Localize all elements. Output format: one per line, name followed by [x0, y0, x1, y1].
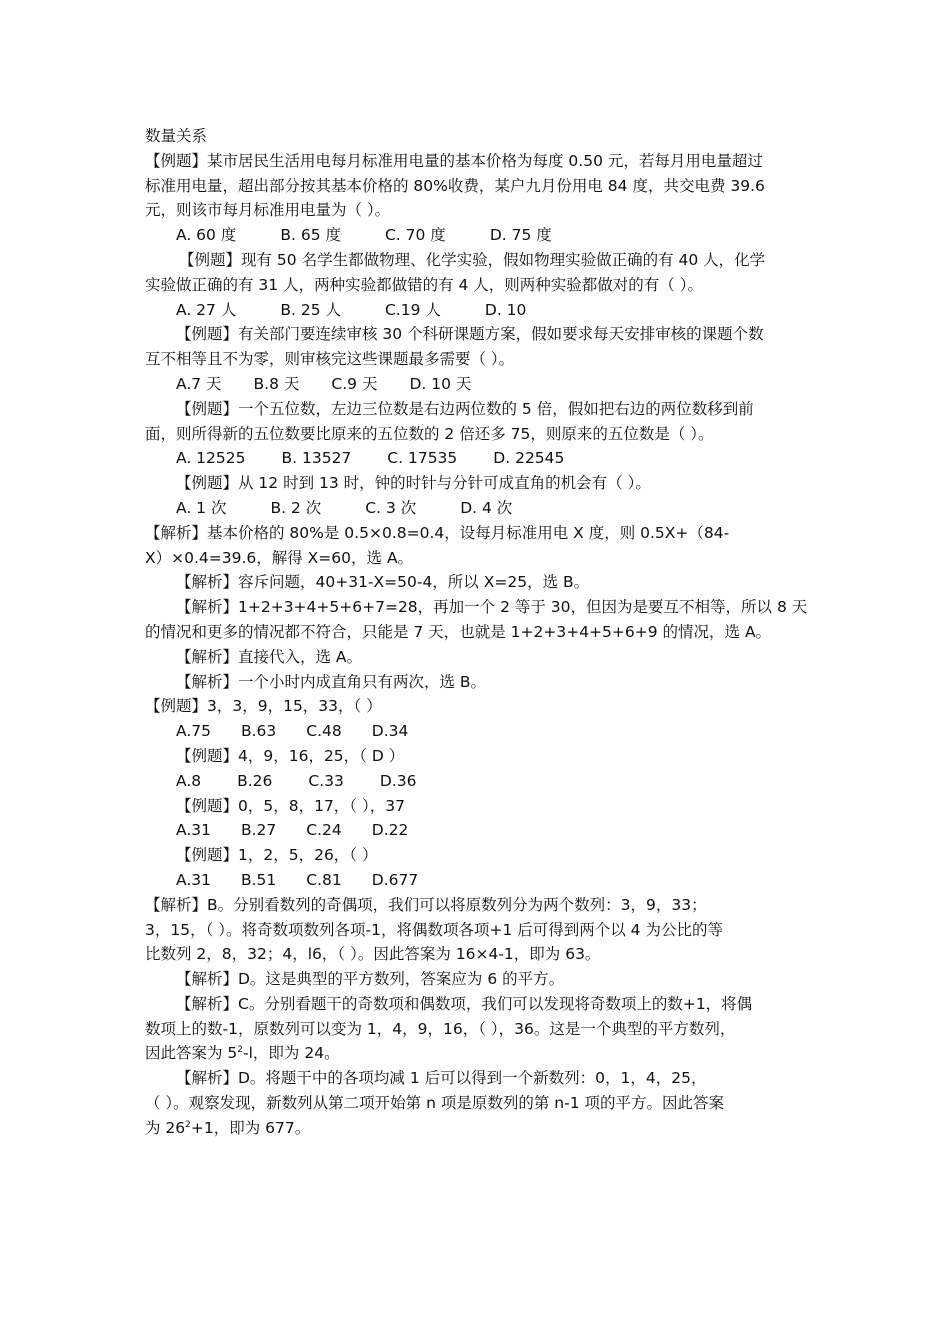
- option-d: D. 75 度: [489, 226, 552, 245]
- section-title: 数量关系: [145, 127, 208, 145]
- sequence-2: 【例题】4，9，16，25，（ D ）: [176, 746, 405, 765]
- option-b: B.26: [237, 771, 273, 790]
- option-a: A. 27 人: [176, 300, 237, 319]
- answer-3-line-1: 【解析】1+2+3+4+5+6+7=28，再加一个 2 等于 30，但因为是要互不相等，所以 8 天: [176, 598, 808, 617]
- option-d: D.34: [371, 722, 409, 741]
- option-c: C.24: [306, 821, 342, 840]
- question-3-line-2: 互不相等且不为零，则审核完这些课题最多需要（ ）。: [145, 350, 515, 369]
- option-a: A.8: [176, 771, 202, 790]
- sequence-answer-4-line-1: 【解析】D。将题干中的各项均减 1 后可以得到一个新数列：0，1，4，25，: [176, 1069, 707, 1088]
- answer-3-line-2: 的情况和更多的情况都不符合，只能是 7 天，也就是 1+2+3+4+5+6+9 的情况，选 A。: [145, 622, 772, 641]
- sequence-2-options: [145, 769, 815, 794]
- question-2-options: [145, 298, 815, 323]
- option-c: C.48: [306, 722, 342, 741]
- question-5-options: [145, 496, 815, 521]
- sequence-3: 【例题】0，5，8，17，（ ），37: [176, 796, 405, 815]
- option-b: B.51: [240, 870, 277, 889]
- option-b: B. 2 次: [270, 498, 322, 517]
- sequence-answer-2: 【解析】D。这是典型的平方数列，答案应为 6 的平方。: [176, 970, 565, 989]
- text-post: +1，即为 677。: [190, 1118, 311, 1137]
- text-post: -l，即为 24。: [243, 1044, 340, 1063]
- text-pre: 为 26: [145, 1118, 186, 1137]
- question-2-line-2: 实验做正确的有 31 人，两种实验都做错的有 4 人，则两种实验都做对的有（ ）。: [145, 275, 703, 294]
- option-c: C.9 天: [331, 374, 378, 393]
- option-a: A.75: [176, 722, 211, 741]
- option-d: D.677: [371, 870, 419, 889]
- sequence-3-options: [145, 818, 815, 843]
- text-pre: 因此答案为 5: [145, 1044, 238, 1063]
- option-c: C. 70 度: [384, 226, 446, 245]
- superscript: 2: [185, 1119, 191, 1130]
- document-body: [145, 124, 815, 1141]
- sequence-4-options: [145, 868, 815, 893]
- option-a: A.31: [176, 870, 211, 889]
- question-1-line-3: 元，则该市每月标准用电量为（ ）。: [145, 201, 391, 220]
- option-b: B.27: [240, 821, 277, 840]
- option-c: C. 3 次: [365, 498, 417, 517]
- option-a: A.7 天: [176, 374, 222, 393]
- answer-1-line-1: 【解析】基本价格的 80%是 0.5×0.8=0.4，设每月标准用电 X 度，则 0.5X+（84-: [145, 523, 730, 542]
- option-d: D.36: [379, 771, 417, 790]
- option-b: B. 25 人: [280, 300, 341, 319]
- question-4-options: [145, 446, 815, 471]
- sequence-1: 【例题】3，3，9，15，33，（ ）: [145, 697, 382, 716]
- option-d: D.22: [371, 821, 409, 840]
- sequence-answer-1-line-2: 3，15，（ ）。将奇数项数列各项-1，将偶数项各项+1 后可得到两个以 4 为公比的等: [145, 920, 723, 939]
- sequence-answer-4-line-3: [145, 1116, 815, 1141]
- sequence-4: 【例题】1，2，5，26，（ ）: [176, 846, 378, 865]
- answer-2: 【解析】容斥问题，40+31-X=50-4，所以 X=25，选 B。: [176, 573, 590, 592]
- question-2-line-1: 【例题】现有 50 名学生都做物理、化学实验，假如物理实验做正确的有 40 人，化学: [179, 250, 766, 269]
- sequence-1-options: [145, 719, 815, 744]
- option-d: D. 22545: [493, 449, 565, 468]
- answer-4: 【解析】直接代入，选 A。: [176, 647, 363, 666]
- sequence-answer-1-line-3: 比数列 2，8，32；4，l6，（ ）。因此答案为 16×4-1，即为 63。: [145, 945, 601, 964]
- question-1-line-2: 标准用电量，超出部分按其基本价格的 80%收费，某户九月份用电 84 度，共交电费 39.6: [145, 176, 765, 195]
- answer-1-line-2: X）×0.4=39.6，解得 X=60，选 A。: [145, 548, 414, 567]
- option-d: D. 10: [484, 300, 527, 319]
- option-c: C.33: [308, 771, 344, 790]
- option-a: A.31: [176, 821, 211, 840]
- sequence-answer-3-line-3: [145, 1041, 815, 1066]
- option-c: C.19 人: [384, 300, 441, 319]
- question-3-line-1: 【例题】有关部门要连续审核 30 个科研课题方案，假如要求每天安排审核的课题个数: [176, 325, 764, 344]
- sequence-answer-4-line-2: （ ）。观察发现，新数列从第二项开始第 n 项是原数列的第 n-1 项的平方。因此答案: [145, 1094, 724, 1113]
- option-a: A. 60 度: [176, 226, 237, 245]
- question-4-line-1: 【例题】一个五位数，左边三位数是右边两位数的 5 倍，假如把右边的两位数移到前: [176, 399, 754, 418]
- option-b: B. 13527: [281, 449, 352, 468]
- sequence-answer-3-line-1: 【解析】C。分别看题干的奇数项和偶数项，我们可以发现将奇数项上的数+1，将偶: [176, 994, 753, 1013]
- option-b: B.63: [240, 722, 277, 741]
- option-a: A. 1 次: [176, 498, 227, 517]
- option-b: B.8 天: [253, 374, 300, 393]
- option-d: D. 4 次: [460, 498, 513, 517]
- question-1-options: [145, 223, 815, 248]
- answer-5: 【解析】一个小时内成直角只有两次，选 B。: [176, 672, 487, 691]
- option-c: C.81: [306, 870, 342, 889]
- sequence-answer-1-line-1: 【解析】B。分别看数列的奇偶项，我们可以将原数列分为两个数列：3，9，33；: [145, 895, 707, 914]
- option-d: D. 10 天: [409, 374, 472, 393]
- question-5-line-1: 【例题】从 12 时到 13 时，钟的时针与分针可成直角的机会有（ ）。: [176, 474, 651, 493]
- question-3-options: [145, 372, 815, 397]
- option-a: A. 12525: [176, 449, 246, 468]
- superscript: 2: [237, 1045, 244, 1056]
- option-b: B. 65 度: [280, 226, 341, 245]
- sequence-answer-3-line-2: 数项上的数-1，原数列可以变为 1，4，9，16，（ ），36。这是一个典型的平方数列，: [145, 1019, 736, 1038]
- option-c: C. 17535: [387, 449, 458, 468]
- question-1-line-1: 【例题】某市居民生活用电每月标准用电量的基本价格为每度 0.50 元，若每月用电量超过: [145, 151, 763, 170]
- question-4-line-2: 面，则所得新的五位数要比原来的五位数的 2 倍还多 75，则原来的五位数是（ ）。: [145, 424, 714, 443]
